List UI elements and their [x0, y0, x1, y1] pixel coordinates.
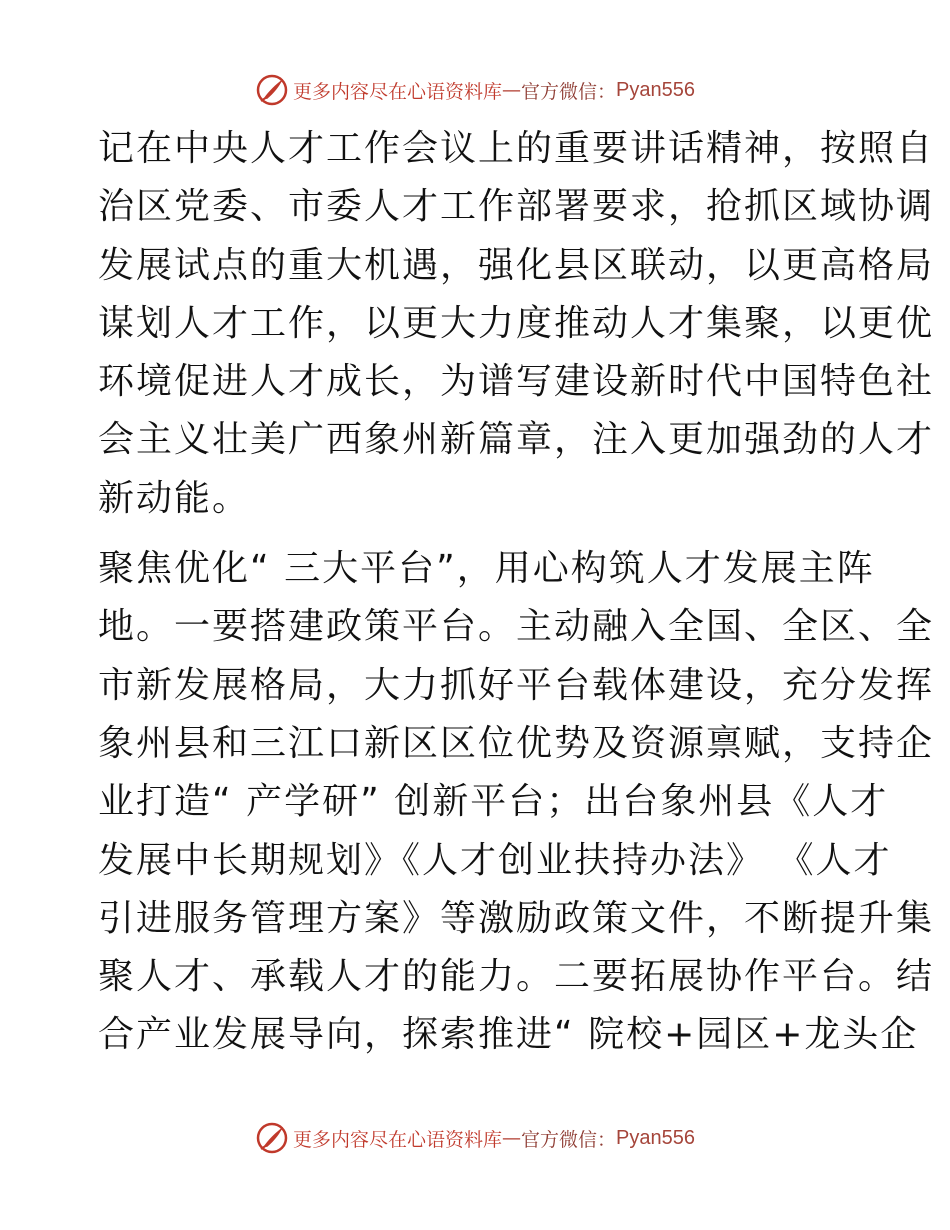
text-line: 聚人才、承载人才的能力。二要拓展协作平台。结 — [98, 956, 935, 998]
text-line: 市新发展格局，大力抓好平台载体建设，充分发挥 — [98, 664, 935, 706]
watermark-wechat-id: Pyan556 — [616, 78, 695, 101]
text-line: 新动能。 — [98, 477, 251, 519]
text-line: 治区党委、市委人才工作部署要求，抢抓区域协调 — [98, 186, 935, 228]
paragraph-2 — [98, 540, 935, 1065]
text-line: 合产业发展导向，探索推进“ 院校+园区+龙头企 — [98, 1014, 919, 1056]
paragraph-gap — [98, 528, 868, 540]
watermark-wechat-label: 官方微信： — [521, 80, 617, 103]
text-line: 环境促进人才成长，为谱写建设新时代中国特色社 — [98, 361, 935, 403]
text-line: 发展中长期规划》《人才创业扶持办法》 《人才 — [98, 839, 892, 881]
text-line: 发展试点的重大机遇，强化县区联动，以更高格局 — [98, 244, 935, 286]
watermark-text: 更多内容尽在心语资料库 — [293, 1128, 503, 1151]
watermark-separator: — — [502, 1127, 522, 1149]
header-watermark — [0, 70, 950, 110]
watermark-text: 更多内容尽在心语资料库 — [293, 80, 503, 103]
text-line: 象州县和三江口新区区位优势及资源禀赋，支持企 — [98, 722, 935, 764]
text-line: 地。一要搭建政策平台。主动融入全国、全区、全 — [98, 606, 935, 648]
watermark-wechat-id: Pyan556 — [616, 1126, 695, 1149]
watermark-wechat-label: 官方微信： — [521, 1128, 617, 1151]
watermark-separator: — — [502, 79, 522, 101]
text-line: 聚焦优化“ 三大平台”，用心构筑人才发展主阵 — [98, 548, 875, 590]
text-line: 谋划人才工作，以更大力度推动人才集聚，以更优 — [98, 302, 935, 344]
text-line: 业打造“ 产学研” 创新平台；出台象州县《人才 — [98, 781, 889, 823]
quill-logo-icon — [255, 1121, 289, 1155]
text-line: 引进服务管理方案》等激励政策文件，不断提升集 — [98, 897, 935, 939]
paragraph-1 — [98, 120, 935, 528]
document-body — [98, 120, 935, 1065]
text-line: 记在中央人才工作会议上的重要讲话精神，按照自 — [98, 128, 935, 169]
text-line: 会主义壮美广西象州新篇章，注入更加强劲的人才 — [98, 419, 935, 461]
quill-logo-icon — [255, 73, 289, 107]
footer-watermark — [0, 1118, 950, 1158]
